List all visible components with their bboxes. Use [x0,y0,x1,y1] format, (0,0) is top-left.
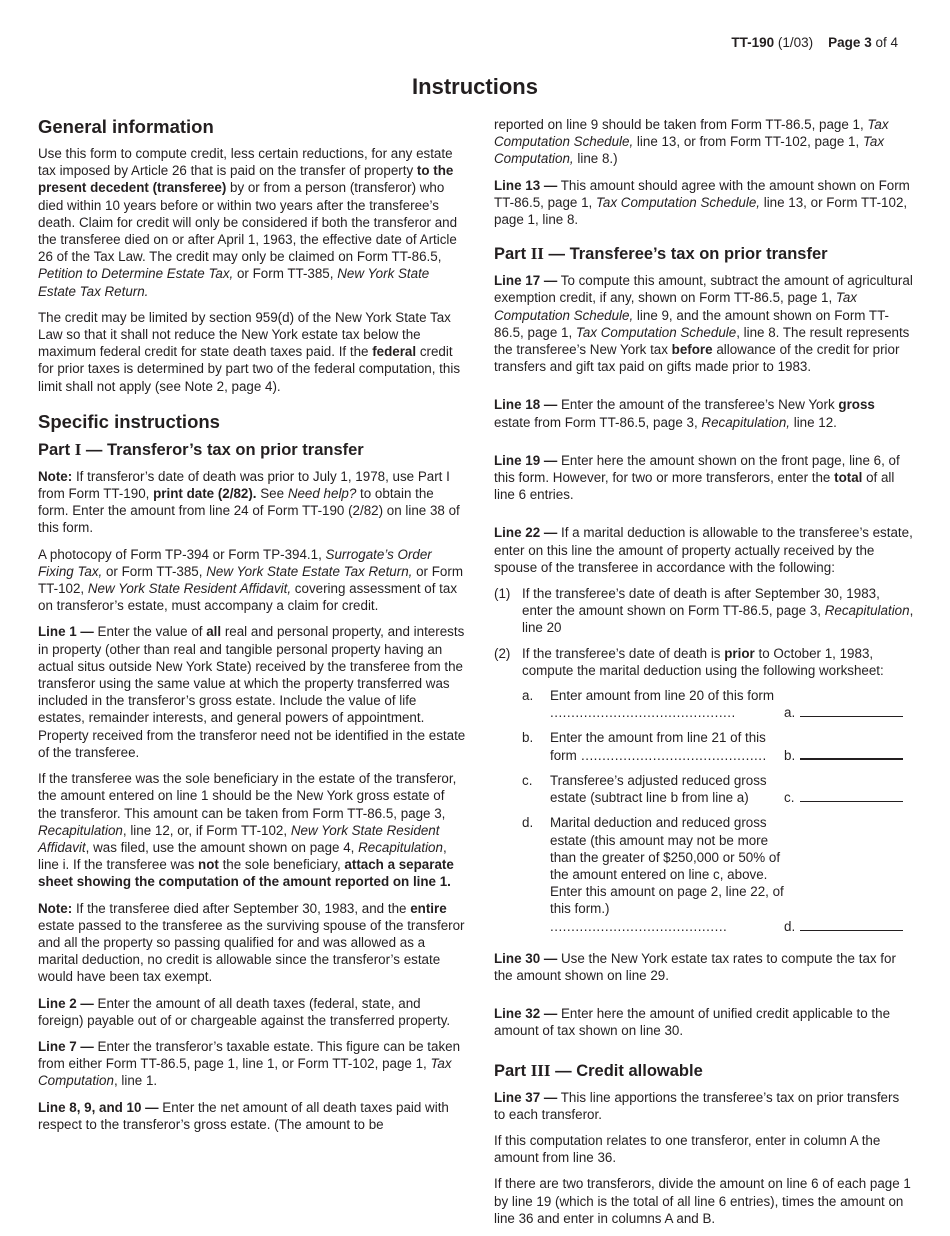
sole-beneficiary-paragraph: If the transferee was the sole beneficiary in the estate of the transferor, the amount entered on line 1 should be the New York gross estate of the transferor. This amount can be taken from Form TT-86.5, page 3, Recapitulation, line 12, or, if Form TT-102, New York State Resident Affidavit, was filed, use the amount shown on page 4, Recapitulation, line i. If the transferee was not the sole beneficiary, attach a separate sheet showing the computation of the amount reported on line 1. [38,771,457,890]
list-item: (1) If the transferee’s date of death is after September 30, 1983, enter the amount shown on Form TT-86.5, page 3, Recapitulation, line 20 [494,586,914,636]
line-22-instruction: Line 22 — If a marital deduction is allowable to the transferee’s estate, enter on this line the amount of property actually received by the spouse of the transferee in accordance with the following: [494,525,913,575]
general-info-paragraph-2: The credit may be limited by section 959(d) of the New York State Tax Law so that it shall not reduce the New York estate tax below the maximum federal credit for state death taxes paid. If the federal credit for prior taxes is determined by part two of the federal computation, this limit shall not apply (see Note 2, page 4). [38,309,461,394]
note-surviving-spouse: Note: If the transferee died after September 30, 1983, and the entire estate passed to the transferee as the surviving spouse of the transferor and all the property so passing qualified for and was allowed as a marital deduction, no credit is allowable since the transferor’s estate would have been tax exempt. [38,900,465,985]
line-32-instruction: Line 32 — Enter here the amount of unified credit applicable to the amount of tax shown on line 30. [494,1006,891,1039]
worksheet-line-a: a. Enter amount from line 20 of this form ............................................ a. [522,687,914,721]
line-37-instruction: Line 37 — This line apportions the transferee’s tax on prior transfers to each transferor. [494,1089,900,1122]
general-information-heading: General information [38,116,214,137]
general-info-paragraph-1: Use this form to compute credit, less certain reductions, for any estate tax imposed by Article 26 that is paid on the transfer of property to the present decedent (transferee) by or from a person (transferor) who died within 10 years before or within two years after the transferee’s death. Claim for credit will only be considered if both the transferor and the transferee died on or after April 1, 1963, the effective date of Article 26 of the Tax Law. The credit may only be claimed on Form TT-86.5, Petition to Determine Estate Tax, or Form TT-385, New York State Estate Tax Return. [38,146,458,299]
part-2-heading: Part II — Transferee’s tax on prior transfer [494,244,828,264]
part-1-heading: Part I — Transferor’s tax on prior transfer [38,439,364,459]
part-3-heading: Part III — Credit allowable [494,1060,703,1080]
worksheet-field-d[interactable] [800,929,903,931]
line-30-instruction: Line 30 — Use the New York estate tax rates to compute the tax for the amount shown on line 29. [494,950,896,983]
line-2-instruction: Line 2 — Enter the amount of all death taxes (federal, state, and foreign) payable out of or chargeable against the transferred property. [38,995,451,1028]
worksheet-field-a[interactable] [800,715,903,717]
page-header [731,35,898,50]
marital-deduction-worksheet [522,687,914,935]
page-of: of 4 [875,35,898,50]
line-1-instruction: Line 1 — Enter the value of all real and personal property, and interests in property (other than real and tangible personal property having an actual situs outside New York State) received by the transferee from the transferor using the same value at which the property transferred was included in the transferor’s gross estate. Include the value of life estates, remainder interests, and general powers of appointment. Property received from the transferor need not be identified in the estate of the transferee. [38,624,466,760]
worksheet-line-d: d. Marital deduction and reduced gross estate (this amount may not be more than the greater of $250,000 or 50% of the amount entered on line c, above. Enter this amount on page 2, line 22, of this form.) .......................................... d. [522,814,914,934]
form-number: TT-190 [731,35,775,50]
line-22-list [494,585,914,679]
line-8-9-10-instruction: Line 8, 9, and 10 — Enter the net amount of all death taxes paid with respect to the transferor’s gross estate. (The amount to be [38,1099,449,1132]
left-column [38,116,466,1142]
right-column [494,116,914,1236]
line-7-instruction: Line 7 — Enter the transferor’s taxable estate. This figure can be taken from either Form TT-86.5, page 1, line 1, or Form TT-102, page 1, Tax Computation, line 1. [38,1038,461,1089]
specific-instructions-heading: Specific instructions [38,410,220,432]
page-label: Page 3 [828,35,872,50]
list-item: (2) If the transferee’s date of death is prior to October 1, 1983, compute the marital deduction using the following worksheet: [494,645,884,678]
line-18-instruction: Line 18 — Enter the amount of the transferee’s New York gross estate from Form TT-86.5, page 3, Recapitulation, line 12. [494,397,875,430]
worksheet-field-b[interactable] [800,757,903,760]
two-transferors-paragraph: If there are two transferors, divide the amount on line 6 of each page 1 by line 19 (which is the total of all line 6 entries), times the amount on line 36 and enter in columns A and B. [494,1176,911,1226]
line-9-continuation: reported on line 9 should be taken from Form TT-86.5, page 1, Tax Computation Schedule, line 13, or from Form TT-102, page 1, Tax Computation, line 8.) [494,117,889,167]
line-17-instruction: Line 17 — To compute this amount, subtract the amount of agricultural exemption credit, if any, shown on Form TT-86.5, page 1, Tax Computation Schedule, line 9, and the amount shown on Form TT-86.5, page 1, Tax Computation Schedule, line 8. The result represents the transferee’s New York tax before allowance of the credit for prior transfers and gift tax paid on gifts made prior to 1983. [494,273,913,375]
line-19-instruction: Line 19 — Enter here the amount shown on the front page, line 6, of this form. However, for two or more transferors, enter the total of all line 6 entries. [494,452,900,503]
one-transferor-paragraph: If this computation relates to one transferor, enter in column A the amount from line 36. [494,1132,881,1166]
worksheet-field-c[interactable] [800,800,903,802]
photocopy-paragraph: A photocopy of Form TP-394 or Form TP-394.1, Surrogate’s Order Fixing Tax, or Form TT-385, New York State Estate Tax Return, or Form TT-102, New York State Resident Affidavit, covering assessment of tax on transferor’s estate, must accompany a claim for credit. [38,546,463,614]
note-prior-1978: Note: If transferor’s date of death was prior to July 1, 1978, use Part I from Form TT-190, print date (2/82). See Need help? to obtain the form. Enter the amount from line 24 of Form TT-190 (2/82) on line 38 of this form. [38,468,460,536]
worksheet-line-c: c. Transferee’s adjusted reduced gross estate (subtract line b from line a) c. [522,772,914,806]
line-13-instruction: Line 13 — This amount should agree with the amount shown on Form TT-86.5, page 1, Tax Computation Schedule, line 13, or Form TT-102, page 1, line 8. [494,177,910,228]
worksheet-line-b: b. Enter the amount from line 21 of this form ............................................ b. [522,729,914,763]
form-revision: (1/03) [777,35,814,50]
page-title: Instructions [412,74,538,99]
